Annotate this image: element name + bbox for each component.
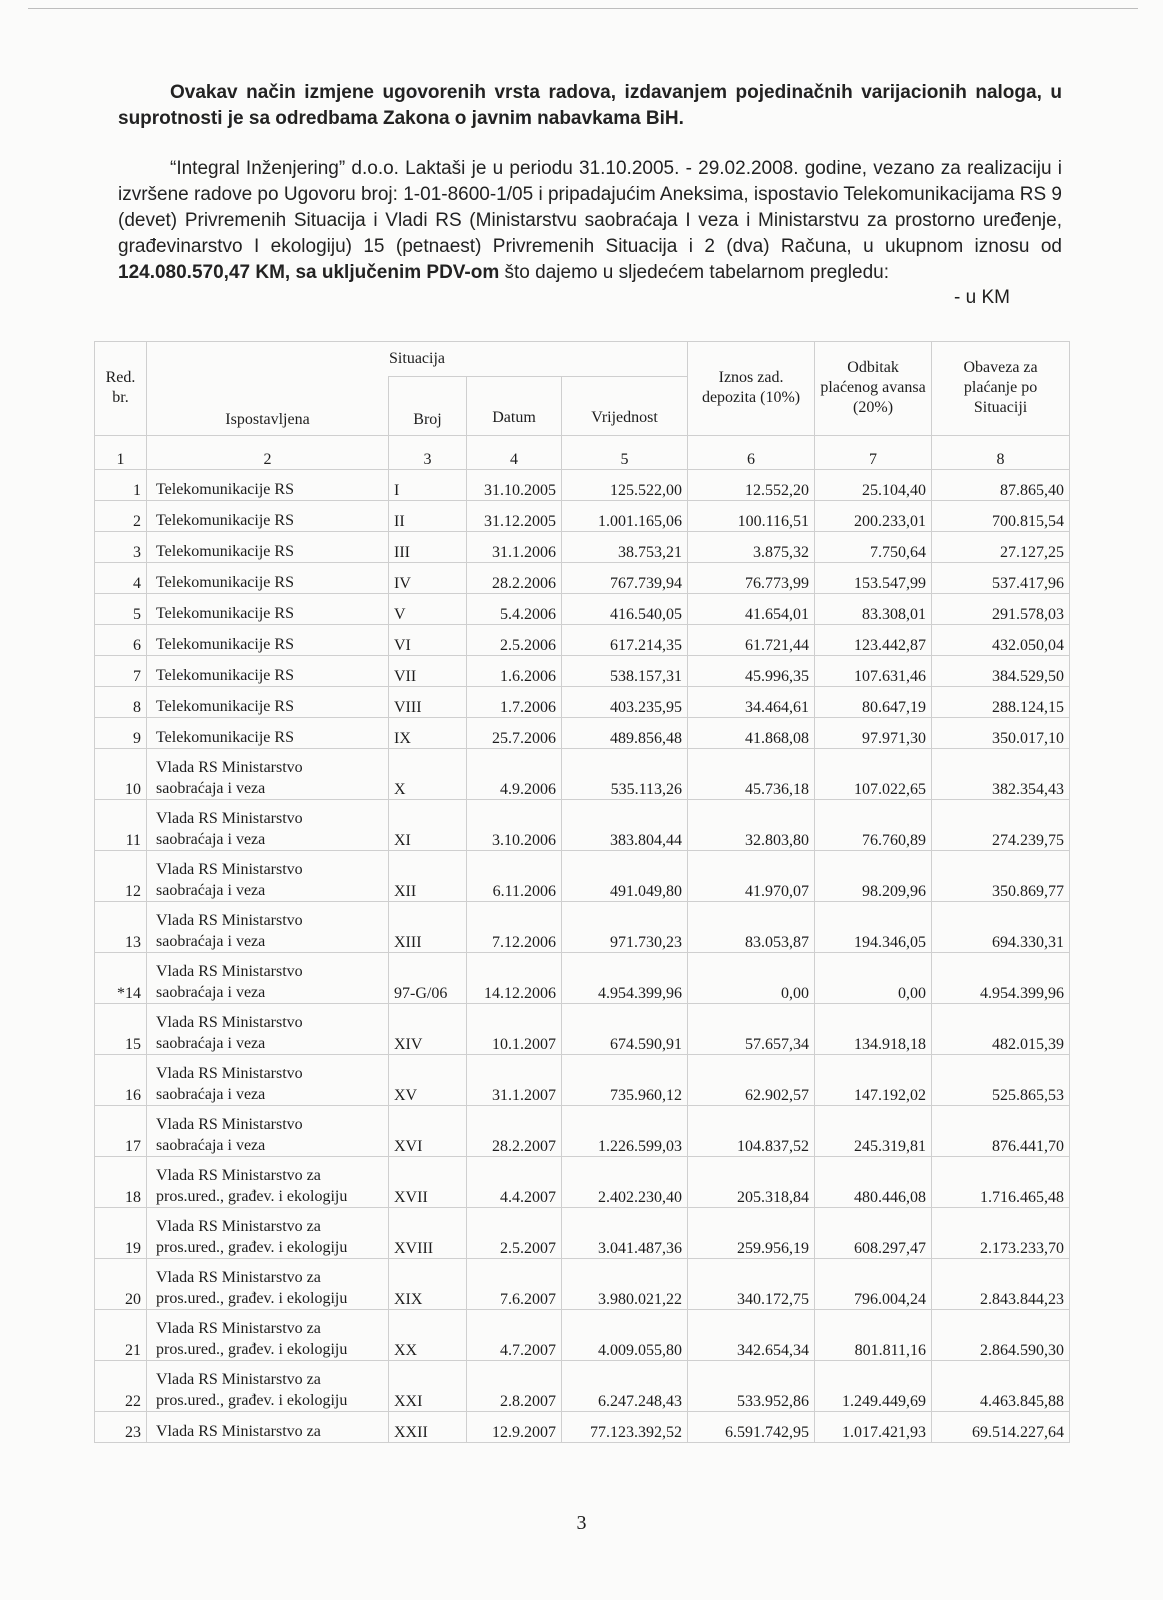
issued-to bbox=[147, 717, 389, 748]
advance-deduction: 107.022,65 bbox=[815, 748, 932, 799]
table-row bbox=[95, 952, 1070, 1003]
situation-date: 28.2.2007 bbox=[467, 1105, 562, 1156]
issued-to-line1: Telekomunikacije RS bbox=[156, 604, 294, 622]
issued-to-line2: saobraćaja i veza bbox=[156, 881, 266, 899]
advance-deduction: 153.547,99 bbox=[815, 562, 932, 593]
issued-to bbox=[147, 901, 389, 952]
advance-deduction: 7.750,64 bbox=[815, 531, 932, 562]
issued-to-line1: Vlada RS Ministarstvo za bbox=[156, 1268, 321, 1286]
situation-number: VIII bbox=[389, 686, 467, 717]
situation-date: 3.10.2006 bbox=[467, 799, 562, 850]
issued-to-line2: saobraćaja i veza bbox=[156, 932, 266, 950]
advance-deduction: 25.104,40 bbox=[815, 469, 932, 500]
column-number: 3 bbox=[389, 435, 467, 469]
row-number: 6 bbox=[95, 624, 147, 655]
deposit-amount: 12.552,20 bbox=[688, 469, 815, 500]
top-rule bbox=[28, 8, 1138, 9]
situation-value: 971.730,23 bbox=[562, 901, 688, 952]
table-row bbox=[95, 799, 1070, 850]
header-datum: Datum bbox=[467, 377, 562, 436]
payment-obligation: 876.441,70 bbox=[932, 1105, 1070, 1156]
paragraph-text: “Integral Inženjering” d.o.o. Laktaši je u periodu 31.10.2005. - 29.02.2008. godine, vezano za realizaciju i izvršene radove po Ugovoru broj: 1-01-8600-1/05 i pripadajućim Aneksima, ispostavio Telekomunikacijama RS 9 (devet) Privremenih Situacija i Vladi RS (Ministarstvu saobraćaja I veza i Ministarstvu za prostorno uređenje, građevinarstvo I ekologiju) 15 (petnaest) Privremenih Situacija i 2 (dva) Računa, u ukupnom iznosu od bbox=[118, 158, 1062, 257]
issued-to-line2: saobraćaja i veza bbox=[156, 1034, 266, 1052]
deposit-amount: 6.591.742,95 bbox=[688, 1411, 815, 1442]
deposit-amount: 45.996,35 bbox=[688, 655, 815, 686]
situation-date: 25.7.2006 bbox=[467, 717, 562, 748]
issued-to-line1: Vlada RS Ministarstvo bbox=[156, 860, 303, 878]
header-odbitak: Odbitak plaćenog avansa (20%) bbox=[815, 342, 932, 436]
situation-value: 491.049,80 bbox=[562, 850, 688, 901]
row-number: 4 bbox=[95, 562, 147, 593]
situation-number: VI bbox=[389, 624, 467, 655]
deposit-amount: 41.654,01 bbox=[688, 593, 815, 624]
issued-to bbox=[147, 531, 389, 562]
header-depozit: Iznos zad. depozita (10%) bbox=[688, 342, 815, 436]
payment-obligation: 27.127,25 bbox=[932, 531, 1070, 562]
row-number: 11 bbox=[95, 799, 147, 850]
deposit-amount: 57.657,34 bbox=[688, 1003, 815, 1054]
column-number: 7 bbox=[815, 435, 932, 469]
situation-date: 2.5.2007 bbox=[467, 1207, 562, 1258]
situation-number: XI bbox=[389, 799, 467, 850]
situation-date: 7.12.2006 bbox=[467, 901, 562, 952]
payment-obligation: 69.514.227,64 bbox=[932, 1411, 1070, 1442]
issued-to bbox=[147, 1156, 389, 1207]
advance-deduction: 134.918,18 bbox=[815, 1003, 932, 1054]
issued-to-line2: saobraćaja i veza bbox=[156, 779, 266, 797]
payment-obligation: 382.354,43 bbox=[932, 748, 1070, 799]
deposit-amount: 533.952,86 bbox=[688, 1360, 815, 1411]
situation-date: 31.1.2007 bbox=[467, 1054, 562, 1105]
payment-obligation: 4.954.399,96 bbox=[932, 952, 1070, 1003]
row-number: 3 bbox=[95, 531, 147, 562]
row-number: 2 bbox=[95, 500, 147, 531]
issued-to-line1: Telekomunikacije RS bbox=[156, 480, 294, 498]
deposit-amount: 62.902,57 bbox=[688, 1054, 815, 1105]
situation-number: 97-G/06 bbox=[389, 952, 467, 1003]
situation-value: 3.980.021,22 bbox=[562, 1258, 688, 1309]
issued-to-line2: pros.ured., građev. i ekologiju bbox=[156, 1340, 348, 1358]
table-body bbox=[95, 469, 1070, 1442]
table-row bbox=[95, 1258, 1070, 1309]
situation-date: 4.7.2007 bbox=[467, 1309, 562, 1360]
advance-deduction: 801.811,16 bbox=[815, 1309, 932, 1360]
advance-deduction: 76.760,89 bbox=[815, 799, 932, 850]
issued-to bbox=[147, 1105, 389, 1156]
issued-to-line1: Vlada RS Ministarstvo bbox=[156, 911, 303, 929]
issued-to-line1: Vlada RS Ministarstvo bbox=[156, 1115, 303, 1133]
issued-to-line1: Telekomunikacije RS bbox=[156, 635, 294, 653]
situation-date: 10.1.2007 bbox=[467, 1003, 562, 1054]
issued-to bbox=[147, 469, 389, 500]
column-number: 6 bbox=[688, 435, 815, 469]
situation-value: 383.804,44 bbox=[562, 799, 688, 850]
advance-deduction: 608.297,47 bbox=[815, 1207, 932, 1258]
issued-to bbox=[147, 1258, 389, 1309]
deposit-amount: 104.837,52 bbox=[688, 1105, 815, 1156]
deposit-amount: 83.053,87 bbox=[688, 901, 815, 952]
deposit-amount: 41.970,07 bbox=[688, 850, 815, 901]
header-vrijednost: Vrijednost bbox=[562, 377, 688, 436]
advance-deduction: 1.249.449,69 bbox=[815, 1360, 932, 1411]
deposit-amount: 0,00 bbox=[688, 952, 815, 1003]
row-number: 13 bbox=[95, 901, 147, 952]
deposit-amount: 259.956,19 bbox=[688, 1207, 815, 1258]
deposit-amount: 34.464,61 bbox=[688, 686, 815, 717]
issued-to bbox=[147, 748, 389, 799]
row-number: 5 bbox=[95, 593, 147, 624]
payment-obligation: 2.173.233,70 bbox=[932, 1207, 1070, 1258]
issued-to bbox=[147, 655, 389, 686]
issued-to-line2: saobraćaja i veza bbox=[156, 983, 266, 1001]
situation-number: XXII bbox=[389, 1411, 467, 1442]
payment-obligation: 384.529,50 bbox=[932, 655, 1070, 686]
header-obaveza: Obaveza za plaćanje po Situaciji bbox=[932, 342, 1070, 436]
header-ispostavljena: Ispostavljena bbox=[147, 377, 389, 436]
situation-number: IX bbox=[389, 717, 467, 748]
advance-deduction: 147.192,02 bbox=[815, 1054, 932, 1105]
table-row bbox=[95, 1054, 1070, 1105]
situation-value: 4.009.055,80 bbox=[562, 1309, 688, 1360]
section-heading: Ovakav način izmjene ugovorenih vrsta radova, izdavanjem pojedinačnih varijacionih naloga, u suprotnosti je sa odredbama Zakona o javnim nabavkama BiH. bbox=[118, 82, 1062, 129]
situation-number: XXI bbox=[389, 1360, 467, 1411]
issued-to bbox=[147, 500, 389, 531]
advance-deduction: 98.209,96 bbox=[815, 850, 932, 901]
advance-deduction: 200.233,01 bbox=[815, 500, 932, 531]
situation-value: 416.540,05 bbox=[562, 593, 688, 624]
situation-value: 403.235,95 bbox=[562, 686, 688, 717]
advance-deduction: 194.346,05 bbox=[815, 901, 932, 952]
table-row bbox=[95, 748, 1070, 799]
issued-to-line1: Telekomunikacije RS bbox=[156, 511, 294, 529]
table-row bbox=[95, 1309, 1070, 1360]
situation-number: IV bbox=[389, 562, 467, 593]
payment-obligation: 291.578,03 bbox=[932, 593, 1070, 624]
issued-to-line1: Vlada RS Ministarstvo bbox=[156, 1064, 303, 1082]
situation-number: XVIII bbox=[389, 1207, 467, 1258]
column-number: 8 bbox=[932, 435, 1070, 469]
advance-deduction: 0,00 bbox=[815, 952, 932, 1003]
situation-date: 1.7.2006 bbox=[467, 686, 562, 717]
situation-date: 2.5.2006 bbox=[467, 624, 562, 655]
advance-deduction: 107.631,46 bbox=[815, 655, 932, 686]
row-number: 10 bbox=[95, 748, 147, 799]
situations-table bbox=[94, 341, 1070, 1443]
deposit-amount: 41.868,08 bbox=[688, 717, 815, 748]
situation-value: 735.960,12 bbox=[562, 1054, 688, 1105]
payment-obligation: 2.843.844,23 bbox=[932, 1258, 1070, 1309]
issued-to-line1: Telekomunikacije RS bbox=[156, 697, 294, 715]
situation-date: 31.10.2005 bbox=[467, 469, 562, 500]
payment-obligation: 1.716.465,48 bbox=[932, 1156, 1070, 1207]
situation-number: II bbox=[389, 500, 467, 531]
deposit-amount: 3.875,32 bbox=[688, 531, 815, 562]
advance-deduction: 97.971,30 bbox=[815, 717, 932, 748]
deposit-amount: 32.803,80 bbox=[688, 799, 815, 850]
table-row bbox=[95, 624, 1070, 655]
table-row bbox=[95, 593, 1070, 624]
situation-value: 489.856,48 bbox=[562, 717, 688, 748]
row-number: 9 bbox=[95, 717, 147, 748]
table-row bbox=[95, 1156, 1070, 1207]
payment-obligation: 482.015,39 bbox=[932, 1003, 1070, 1054]
situation-number: XIX bbox=[389, 1258, 467, 1309]
row-number: 12 bbox=[95, 850, 147, 901]
column-number: 4 bbox=[467, 435, 562, 469]
issued-to-line2: saobraćaja i veza bbox=[156, 1136, 266, 1154]
header-broj: Broj bbox=[389, 377, 467, 436]
payment-obligation: 4.463.845,88 bbox=[932, 1360, 1070, 1411]
row-number: 1 bbox=[95, 469, 147, 500]
situation-number: XIV bbox=[389, 1003, 467, 1054]
situation-value: 535.113,26 bbox=[562, 748, 688, 799]
situation-value: 3.041.487,36 bbox=[562, 1207, 688, 1258]
table-row bbox=[95, 1360, 1070, 1411]
issued-to-line2: pros.ured., građev. i ekologiju bbox=[156, 1391, 348, 1409]
issued-to-line1: Vlada RS Ministarstvo za bbox=[156, 1166, 321, 1184]
table-row bbox=[95, 1207, 1070, 1258]
issued-to-line1: Telekomunikacije RS bbox=[156, 728, 294, 746]
table-row bbox=[95, 717, 1070, 748]
situation-number: X bbox=[389, 748, 467, 799]
situation-value: 1.226.599,03 bbox=[562, 1105, 688, 1156]
intro-section bbox=[118, 80, 1062, 310]
table-row bbox=[95, 1003, 1070, 1054]
situation-value: 674.590,91 bbox=[562, 1003, 688, 1054]
situation-value: 77.123.392,52 bbox=[562, 1411, 688, 1442]
payment-obligation: 274.239,75 bbox=[932, 799, 1070, 850]
paragraph-total: 124.080.570,47 KM, sa uključenim PDV-om bbox=[118, 262, 500, 283]
issued-to-line1: Vlada RS Ministarstvo za bbox=[156, 1217, 321, 1235]
situation-date: 31.1.2006 bbox=[467, 531, 562, 562]
issued-to-line1: Vlada RS Ministarstvo bbox=[156, 962, 303, 980]
situation-date: 4.4.2007 bbox=[467, 1156, 562, 1207]
situation-date: 4.9.2006 bbox=[467, 748, 562, 799]
situation-date: 7.6.2007 bbox=[467, 1258, 562, 1309]
situation-value: 2.402.230,40 bbox=[562, 1156, 688, 1207]
column-numbers-row bbox=[95, 435, 1070, 469]
issued-to bbox=[147, 1054, 389, 1105]
issued-to-line1: Telekomunikacije RS bbox=[156, 542, 294, 560]
issued-to bbox=[147, 1003, 389, 1054]
situation-value: 538.157,31 bbox=[562, 655, 688, 686]
situation-value: 125.522,00 bbox=[562, 469, 688, 500]
issued-to-line2: pros.ured., građev. i ekologiju bbox=[156, 1238, 348, 1256]
situation-number: I bbox=[389, 469, 467, 500]
issued-to bbox=[147, 593, 389, 624]
advance-deduction: 480.446,08 bbox=[815, 1156, 932, 1207]
table-row bbox=[95, 655, 1070, 686]
issued-to-line2: pros.ured., građev. i ekologiju bbox=[156, 1187, 348, 1205]
header-row-top bbox=[95, 342, 1070, 377]
header-red-br: Red. br. bbox=[95, 342, 147, 436]
issued-to-line2: saobraćaja i veza bbox=[156, 830, 266, 848]
situation-date: 5.4.2006 bbox=[467, 593, 562, 624]
row-number: 8 bbox=[95, 686, 147, 717]
advance-deduction: 1.017.421,93 bbox=[815, 1411, 932, 1442]
situation-value: 4.954.399,96 bbox=[562, 952, 688, 1003]
row-number: 22 bbox=[95, 1360, 147, 1411]
row-number: 19 bbox=[95, 1207, 147, 1258]
payment-obligation: 432.050,04 bbox=[932, 624, 1070, 655]
issued-to-line2: saobraćaja i veza bbox=[156, 1085, 266, 1103]
row-number: 21 bbox=[95, 1309, 147, 1360]
issued-to-line1: Telekomunikacije RS bbox=[156, 573, 294, 591]
row-number: 16 bbox=[95, 1054, 147, 1105]
issued-to bbox=[147, 562, 389, 593]
row-number: 20 bbox=[95, 1258, 147, 1309]
table-row bbox=[95, 901, 1070, 952]
payment-obligation: 350.869,77 bbox=[932, 850, 1070, 901]
situation-value: 767.739,94 bbox=[562, 562, 688, 593]
situation-number: V bbox=[389, 593, 467, 624]
row-number: 23 bbox=[95, 1411, 147, 1442]
issued-to-line1: Vlada RS Ministarstvo za bbox=[156, 1422, 321, 1440]
issued-to bbox=[147, 686, 389, 717]
situation-number: XVI bbox=[389, 1105, 467, 1156]
payment-obligation: 288.124,15 bbox=[932, 686, 1070, 717]
unit-label: - u KM bbox=[954, 287, 1010, 308]
situation-number: VII bbox=[389, 655, 467, 686]
situation-number: III bbox=[389, 531, 467, 562]
issued-to bbox=[147, 799, 389, 850]
deposit-amount: 61.721,44 bbox=[688, 624, 815, 655]
issued-to-line1: Telekomunikacije RS bbox=[156, 666, 294, 684]
situation-date: 28.2.2006 bbox=[467, 562, 562, 593]
issued-to-line1: Vlada RS Ministarstvo za bbox=[156, 1319, 321, 1337]
situation-date: 14.12.2006 bbox=[467, 952, 562, 1003]
situation-date: 6.11.2006 bbox=[467, 850, 562, 901]
issued-to bbox=[147, 1309, 389, 1360]
advance-deduction: 796.004,24 bbox=[815, 1258, 932, 1309]
table-row bbox=[95, 531, 1070, 562]
deposit-amount: 340.172,75 bbox=[688, 1258, 815, 1309]
issued-to-line1: Vlada RS Ministarstvo bbox=[156, 809, 303, 827]
situation-value: 617.214,35 bbox=[562, 624, 688, 655]
header-situacija: Situacija bbox=[147, 342, 688, 377]
advance-deduction: 245.319,81 bbox=[815, 1105, 932, 1156]
issued-to bbox=[147, 1411, 389, 1442]
situation-date: 31.12.2005 bbox=[467, 500, 562, 531]
deposit-amount: 45.736,18 bbox=[688, 748, 815, 799]
deposit-amount: 100.116,51 bbox=[688, 500, 815, 531]
situation-number: XX bbox=[389, 1309, 467, 1360]
payment-obligation: 2.864.590,30 bbox=[932, 1309, 1070, 1360]
issued-to bbox=[147, 952, 389, 1003]
issued-to-line1: Vlada RS Ministarstvo bbox=[156, 1013, 303, 1031]
table-row bbox=[95, 850, 1070, 901]
table-row bbox=[95, 562, 1070, 593]
payment-obligation: 350.017,10 bbox=[932, 717, 1070, 748]
situation-value: 38.753,21 bbox=[562, 531, 688, 562]
row-number: 15 bbox=[95, 1003, 147, 1054]
row-number: *14 bbox=[95, 952, 147, 1003]
issued-to bbox=[147, 1360, 389, 1411]
situation-number: XIII bbox=[389, 901, 467, 952]
advance-deduction: 80.647,19 bbox=[815, 686, 932, 717]
table-row bbox=[95, 500, 1070, 531]
row-number: 17 bbox=[95, 1105, 147, 1156]
table-row bbox=[95, 1411, 1070, 1442]
summary-paragraph bbox=[118, 156, 1062, 286]
column-number: 2 bbox=[147, 435, 389, 469]
table-row bbox=[95, 1105, 1070, 1156]
payment-obligation: 694.330,31 bbox=[932, 901, 1070, 952]
payment-obligation: 700.815,54 bbox=[932, 500, 1070, 531]
page-number: 3 bbox=[576, 1512, 587, 1534]
column-number: 5 bbox=[562, 435, 688, 469]
payment-obligation: 87.865,40 bbox=[932, 469, 1070, 500]
issued-to bbox=[147, 850, 389, 901]
table-row bbox=[95, 686, 1070, 717]
situation-date: 2.8.2007 bbox=[467, 1360, 562, 1411]
advance-deduction: 123.442,87 bbox=[815, 624, 932, 655]
paragraph-tail: što dajemo u sljedećem tabelarnom pregledu: bbox=[504, 262, 889, 283]
column-number: 1 bbox=[95, 435, 147, 469]
issued-to-line1: Vlada RS Ministarstvo bbox=[156, 758, 303, 776]
situation-number: XII bbox=[389, 850, 467, 901]
table-row bbox=[95, 469, 1070, 500]
situation-value: 1.001.165,06 bbox=[562, 500, 688, 531]
row-number: 7 bbox=[95, 655, 147, 686]
issued-to-line1: Vlada RS Ministarstvo za bbox=[156, 1370, 321, 1388]
situation-date: 1.6.2006 bbox=[467, 655, 562, 686]
situation-value: 6.247.248,43 bbox=[562, 1360, 688, 1411]
row-number: 18 bbox=[95, 1156, 147, 1207]
issued-to bbox=[147, 624, 389, 655]
situation-number: XVII bbox=[389, 1156, 467, 1207]
issued-to bbox=[147, 1207, 389, 1258]
deposit-amount: 76.773,99 bbox=[688, 562, 815, 593]
advance-deduction: 83.308,01 bbox=[815, 593, 932, 624]
deposit-amount: 205.318,84 bbox=[688, 1156, 815, 1207]
payment-obligation: 537.417,96 bbox=[932, 562, 1070, 593]
situation-number: XV bbox=[389, 1054, 467, 1105]
situation-date: 12.9.2007 bbox=[467, 1411, 562, 1442]
deposit-amount: 342.654,34 bbox=[688, 1309, 815, 1360]
issued-to-line2: pros.ured., građev. i ekologiju bbox=[156, 1289, 348, 1307]
payment-obligation: 525.865,53 bbox=[932, 1054, 1070, 1105]
